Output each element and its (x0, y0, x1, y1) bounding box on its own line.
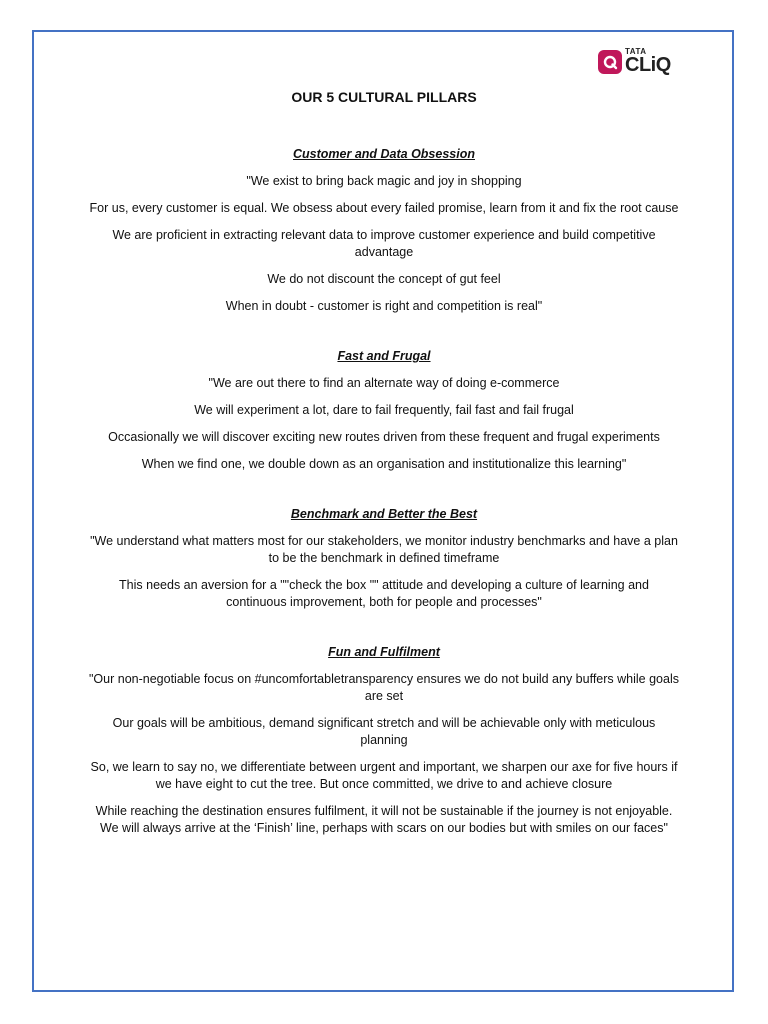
section-paragraph: "Our non-negotiable focus on #uncomfortabletransparency ensures we do not build any buffers while goals are set (89, 672, 679, 703)
pillars-content (88, 145, 680, 869)
section-paragraph: We are proficient in extracting relevant data to improve customer experience and build competitive advantage (112, 228, 656, 259)
section-benchmark-better-the-best (88, 505, 680, 611)
section-paragraph: So, we learn to say no, we differentiate between urgent and important, we sharpen our axe for five hours if we have eight to cut the tree. But once committed, we drive to and achieve closure (90, 760, 678, 791)
tata-cliq-logo (598, 48, 671, 75)
document-title: OUR 5 CULTURAL PILLARS (291, 89, 477, 105)
section-customer-data-obsession (88, 145, 680, 315)
section-paragraph: When we find one, we double down as an organisation and institutionalize this learning" (141, 457, 627, 471)
cliq-bag-icon (598, 50, 622, 74)
section-heading: Fun and Fulfilment (328, 645, 440, 659)
section-paragraph: When in doubt - customer is right and competition is real" (225, 299, 543, 313)
section-heading: Customer and Data Obsession (293, 147, 475, 161)
section-paragraph: Occasionally we will discover exciting new routes driven from these frequent and frugal experiments (108, 430, 660, 444)
logo-small-text: TATA (625, 47, 647, 56)
section-fast-and-frugal (88, 347, 680, 473)
section-paragraph: Our goals will be ambitious, demand significant stretch and will be achievable only with meticulous planning (112, 716, 656, 747)
section-paragraph: "We exist to bring back magic and joy in shopping (246, 174, 522, 188)
section-paragraph: "We are out there to find an alternate way of doing e-commerce (208, 376, 560, 390)
section-paragraph: We do not discount the concept of gut feel (267, 272, 501, 286)
section-fun-and-fulfilment (88, 643, 680, 837)
section-paragraph: We will experiment a lot, dare to fail frequently, fail fast and fail frugal (194, 403, 574, 417)
logo-main-text: CLiQ (625, 54, 671, 76)
section-heading: Fast and Frugal (337, 349, 431, 363)
section-paragraph: This needs an aversion for a ""check the box "" attitude and developing a culture of learning and continuous improvement, both for people and processes" (119, 578, 649, 609)
section-paragraph: For us, every customer is equal. We obsess about every failed promise, learn from it and fix the root cause (89, 201, 679, 215)
section-paragraph: "We understand what matters most for our stakeholders, we monitor industry benchmarks and have a plan to be the benchmark in defined timeframe (90, 534, 678, 565)
section-paragraph: While reaching the destination ensures fulfilment, it will not be sustainable if the journey is not enjoyable. We will always arrive at the ‘Finish’ line, perhaps with scars on our bodies but with smiles on our faces" (95, 804, 673, 835)
section-heading: Benchmark and Better the Best (290, 507, 478, 521)
